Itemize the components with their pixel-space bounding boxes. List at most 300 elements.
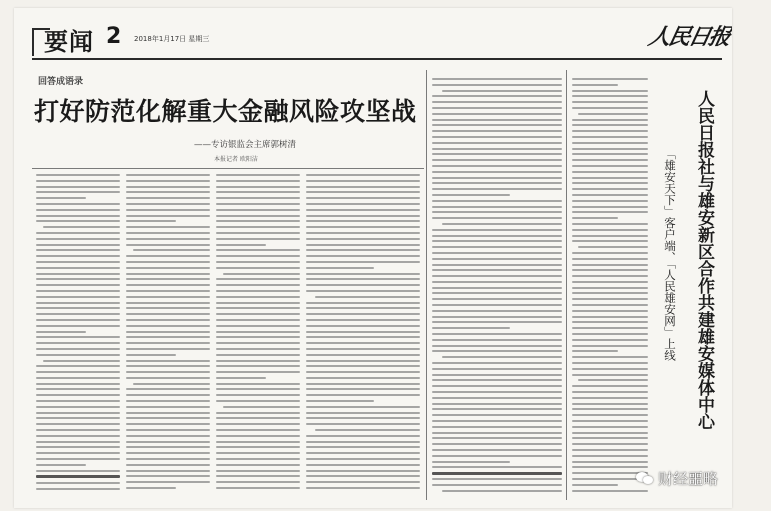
body-text-line (306, 307, 420, 309)
body-text-line (126, 423, 210, 425)
body-text-line (36, 388, 120, 390)
body-text-line (432, 182, 562, 184)
body-text-line (223, 406, 300, 408)
body-text-line (432, 310, 562, 312)
body-text-line (126, 464, 210, 466)
body-text-line (306, 273, 420, 275)
body-text-line (126, 475, 210, 477)
body-text-line (216, 429, 300, 431)
body-text-line (315, 296, 420, 298)
body-text-line (216, 313, 300, 315)
body-text-line (126, 203, 210, 205)
body-text-line (432, 148, 562, 150)
body-text-line (432, 461, 510, 463)
body-column (432, 78, 562, 496)
body-text-line (126, 296, 210, 298)
body-text-line (432, 374, 562, 376)
body-text-line (216, 417, 300, 419)
body-text-line (572, 362, 648, 364)
body-text-line (432, 136, 562, 138)
body-text-line (306, 452, 420, 454)
body-text-line (36, 464, 86, 466)
issue-date: 2018年1月17日 星期三 (134, 35, 210, 43)
body-text-line (572, 148, 648, 150)
body-text-line (432, 472, 562, 475)
body-text-line (572, 368, 648, 370)
body-text-line (126, 302, 210, 304)
body-text-line (572, 188, 648, 190)
body-text-line (306, 348, 420, 350)
body-text-line (133, 383, 210, 385)
body-text-line (572, 78, 648, 80)
body-text-line (36, 180, 120, 182)
body-text-line (572, 171, 648, 173)
body-text-line (572, 194, 648, 196)
body-text-line (306, 191, 420, 193)
body-text-line (126, 290, 210, 292)
body-text-line (36, 452, 120, 454)
body-text-line (306, 412, 420, 414)
body-text-line (126, 325, 210, 327)
body-text-line (432, 379, 562, 381)
body-text-line (126, 429, 210, 431)
body-text-line (432, 298, 562, 300)
body-text-line (126, 174, 210, 176)
body-text-line (216, 452, 300, 454)
body-text-line (36, 238, 120, 240)
body-text-line (216, 383, 300, 385)
body-text-line (572, 142, 648, 144)
body-text-line (572, 292, 648, 294)
body-text-line (36, 446, 120, 448)
body-text-line (36, 284, 120, 286)
body-text-line (306, 255, 420, 257)
body-text-line (216, 446, 300, 448)
body-text-line (572, 200, 648, 202)
body-text-line (432, 252, 562, 254)
body-text-line (36, 336, 120, 338)
body-text-line (572, 107, 648, 109)
body-text-line (572, 177, 648, 179)
body-text-line (578, 246, 648, 248)
body-text-line (36, 458, 120, 460)
body-text-line (572, 316, 648, 318)
body-text-line (432, 350, 562, 352)
body-text-line (572, 269, 648, 271)
body-text-line (572, 217, 618, 219)
body-text-line (432, 113, 562, 115)
body-text-line (432, 339, 562, 341)
body-text-line (126, 331, 210, 333)
body-text-line (126, 412, 210, 414)
body-text-line (216, 261, 300, 263)
body-text-line (216, 319, 300, 321)
body-text-line (306, 313, 420, 315)
article-headline: 打好防范化解重大金融风险攻坚战 (34, 97, 417, 126)
body-text-line (36, 191, 120, 193)
body-text-line (126, 365, 210, 367)
body-text-line (572, 339, 648, 341)
body-text-line (126, 446, 210, 448)
body-text-line (306, 388, 420, 390)
body-text-line (432, 217, 562, 219)
body-text-line (216, 487, 300, 489)
body-text-line (216, 360, 300, 362)
body-text-line (216, 296, 300, 298)
body-text-line (432, 84, 562, 86)
body-text-line (126, 267, 210, 269)
body-text-line (432, 200, 562, 202)
body-text-line (36, 482, 120, 484)
body-text-line (432, 432, 562, 434)
watermark-text: 财经噩略 (658, 470, 719, 488)
body-text-line (306, 377, 420, 379)
body-text-line (126, 388, 210, 390)
body-text-line (216, 203, 300, 205)
body-text-line (126, 197, 210, 199)
body-text-line (306, 226, 420, 228)
body-text-line (306, 209, 420, 211)
body-text-line (126, 284, 210, 286)
body-text-line (432, 159, 562, 161)
body-text-line (572, 165, 648, 167)
body-text-line (216, 423, 300, 425)
body-text-line (126, 435, 210, 437)
body-text-line (432, 275, 562, 277)
body-text-line (306, 203, 420, 205)
body-text-line (432, 206, 562, 208)
body-text-line (126, 452, 210, 454)
body-text-line (306, 423, 420, 425)
body-text-line (36, 377, 120, 379)
body-text-line (216, 278, 300, 280)
body-text-line (36, 348, 120, 350)
body-text-line (572, 281, 648, 283)
body-text-line (572, 443, 648, 445)
body-text-line (306, 197, 420, 199)
body-text-line (572, 356, 648, 358)
body-text-line (126, 261, 210, 263)
body-column (306, 174, 420, 493)
body-text-line (572, 391, 648, 393)
body-text-line (306, 336, 420, 338)
body-text-line (216, 325, 300, 327)
body-text-line (572, 206, 648, 208)
body-text-line (216, 255, 300, 257)
body-text-line (216, 458, 300, 460)
body-text-line (432, 316, 562, 318)
body-text-line (572, 385, 648, 387)
body-text-line (216, 302, 300, 304)
body-text-line (36, 371, 120, 373)
body-text-line (306, 180, 420, 182)
body-text-line (432, 408, 562, 410)
body-text-line (432, 153, 562, 155)
body-text-line (572, 153, 648, 155)
body-text-line (216, 435, 300, 437)
body-text-line (36, 417, 120, 419)
body-text-line (216, 394, 300, 396)
body-column (216, 174, 300, 493)
body-text-line (36, 394, 120, 396)
body-text-line (306, 319, 420, 321)
body-text-line (216, 191, 300, 193)
section-name: 要闻 (44, 28, 94, 56)
body-text-line (572, 350, 618, 352)
body-text-line (126, 232, 210, 234)
article-subhead: ——专访银监会主席郭树清 (194, 140, 297, 150)
wechat-icon (636, 472, 654, 486)
body-text-line (126, 360, 210, 362)
body-text-line (572, 124, 648, 126)
body-text-line (572, 455, 648, 457)
body-text-line (216, 441, 300, 443)
body-text-line (36, 249, 120, 251)
body-text-line (43, 226, 120, 228)
body-text-line (432, 345, 562, 347)
body-text-line (306, 249, 420, 251)
body-text-line (36, 186, 120, 188)
body-text-line (306, 267, 374, 269)
body-text-line (572, 275, 648, 277)
body-text-line (216, 331, 300, 333)
body-text-line (306, 325, 420, 327)
body-text-line (126, 209, 210, 211)
body-text-line (36, 400, 120, 402)
body-text-line (126, 186, 210, 188)
body-text-line (126, 348, 210, 350)
body-text-line (572, 461, 648, 463)
body-text-line (306, 458, 420, 460)
masthead-rule (32, 58, 722, 60)
body-text-line (572, 101, 648, 103)
body-text-line (572, 130, 648, 132)
body-text-line (578, 113, 648, 115)
body-text-line (126, 313, 210, 315)
body-text-line (432, 240, 562, 242)
body-text-line (572, 264, 648, 266)
body-text-line (432, 130, 562, 132)
body-text-line (432, 95, 562, 97)
body-text-line (36, 203, 120, 205)
body-text-line (306, 441, 420, 443)
body-column (126, 174, 210, 493)
body-text-line (126, 220, 176, 222)
body-text-line (306, 244, 420, 246)
body-text-line (306, 284, 420, 286)
body-text-line (432, 368, 562, 370)
body-text-line (36, 475, 120, 478)
body-text-line (126, 238, 210, 240)
body-text-line (432, 119, 562, 121)
side-story-headline: 人民日报社与雄安新区合作共建雄安媒体中心 (694, 90, 714, 430)
body-text-line (216, 464, 300, 466)
body-text-line (306, 446, 420, 448)
body-text-line (36, 313, 120, 315)
body-text-line (306, 302, 420, 304)
body-text-line (432, 101, 562, 103)
body-text-line (432, 385, 562, 387)
body-text-line (572, 420, 648, 422)
body-text-line (442, 90, 562, 92)
body-text-line (36, 220, 120, 222)
body-text-line (216, 348, 300, 350)
body-text-line (306, 220, 420, 222)
body-text-line (432, 171, 562, 173)
body-text-line (432, 403, 562, 405)
body-text-line (306, 400, 374, 402)
body-text-line (432, 478, 562, 480)
body-text-line (216, 249, 300, 251)
body-text-line (216, 342, 300, 344)
body-text-line (572, 484, 618, 486)
body-text-line (432, 194, 510, 196)
body-text-line (432, 304, 562, 306)
body-text-line (572, 258, 648, 260)
body-text-line (432, 414, 562, 416)
body-text-line (216, 371, 300, 373)
body-text-line (36, 255, 120, 257)
body-text-line (36, 302, 120, 304)
body-text-line (306, 174, 420, 176)
body-text-line (572, 223, 648, 225)
body-text-line (432, 211, 562, 213)
body-text-line (432, 229, 562, 231)
body-text-line (216, 180, 300, 182)
body-text-line (432, 437, 562, 439)
body-text-line (432, 420, 562, 422)
column-divider (566, 70, 567, 500)
body-text-line (216, 174, 300, 176)
body-text-line (36, 267, 120, 269)
body-text-line (216, 209, 300, 211)
body-text-line (432, 321, 562, 323)
body-text-line (306, 470, 420, 472)
body-text-line (126, 417, 210, 419)
body-text-line (216, 232, 300, 234)
body-text-line (36, 307, 120, 309)
body-text-line (432, 165, 562, 167)
body-text-line (216, 284, 300, 286)
body-text-line (306, 487, 420, 489)
body-text-line (216, 186, 300, 188)
body-text-line (216, 377, 266, 379)
body-text-line (36, 441, 120, 443)
body-text-line (126, 278, 210, 280)
body-text-line (432, 292, 562, 294)
body-text-line (432, 466, 562, 468)
body-text-line (432, 188, 562, 190)
body-text-line (572, 211, 648, 213)
headline-rule (32, 168, 424, 169)
body-text-line (306, 360, 420, 362)
body-text-line (126, 354, 176, 356)
body-text-line (432, 142, 562, 144)
body-text-line (126, 441, 210, 443)
body-text-line (432, 426, 562, 428)
body-text-line (216, 267, 300, 269)
body-text-line (306, 261, 420, 263)
body-text-line (216, 400, 300, 402)
body-text-line (306, 238, 420, 240)
body-text-line (306, 354, 420, 356)
body-text-line (36, 232, 120, 234)
body-text-line (306, 365, 420, 367)
side-story-subhead: 「雄安天下」客户端、「人民雄安网」上线 (663, 148, 677, 361)
body-text-line (572, 397, 648, 399)
body-text-line (572, 84, 618, 86)
body-text-line (432, 362, 562, 364)
body-text-line (216, 290, 300, 292)
body-text-line (126, 487, 176, 489)
body-text-line (432, 391, 562, 393)
body-text-line (36, 435, 120, 437)
body-text-line (306, 290, 420, 292)
body-text-line (306, 331, 420, 333)
body-text-line (432, 327, 510, 329)
body-text-line (442, 223, 562, 225)
body-text-line (216, 220, 300, 222)
watermark (636, 468, 718, 489)
body-text-line (126, 226, 210, 228)
body-text-line (36, 354, 120, 356)
body-text-line (36, 383, 120, 385)
column-divider (426, 70, 427, 500)
body-text-line (126, 406, 210, 408)
body-text-line (216, 475, 300, 477)
body-column (572, 78, 648, 495)
body-text-line (572, 240, 648, 242)
body-text-line (126, 336, 210, 338)
body-text-line (432, 281, 562, 283)
body-text-line (126, 215, 210, 217)
body-text-line (572, 182, 648, 184)
body-text-line (306, 464, 420, 466)
body-text-line (216, 412, 300, 414)
body-text-line (432, 333, 562, 335)
body-text-line (126, 458, 210, 460)
body-text-line (216, 354, 300, 356)
body-text-line (572, 252, 648, 254)
body-text-line (216, 244, 266, 246)
body-text-line (306, 475, 420, 477)
body-text-line (572, 345, 648, 347)
body-text-line (216, 197, 300, 199)
body-text-line (36, 423, 120, 425)
body-text-line (572, 437, 648, 439)
body-text-line (126, 342, 210, 344)
body-text-line (36, 429, 120, 431)
body-text-line (36, 319, 120, 321)
body-text-line (223, 273, 300, 275)
body-text-line (432, 287, 562, 289)
body-text-line (432, 269, 562, 271)
body-text-line (572, 159, 648, 161)
body-column (36, 174, 120, 493)
body-text-line (306, 394, 420, 396)
body-text-line (36, 470, 120, 472)
body-text-line (432, 397, 562, 399)
body-text-line (126, 319, 210, 321)
body-text-line (36, 342, 120, 344)
body-text-line (572, 490, 648, 492)
body-text-line (43, 360, 120, 362)
body-text-line (306, 232, 420, 234)
body-text-line (36, 197, 86, 199)
body-text-line (126, 394, 210, 396)
body-text-line (572, 426, 648, 428)
body-text-line (572, 298, 648, 300)
